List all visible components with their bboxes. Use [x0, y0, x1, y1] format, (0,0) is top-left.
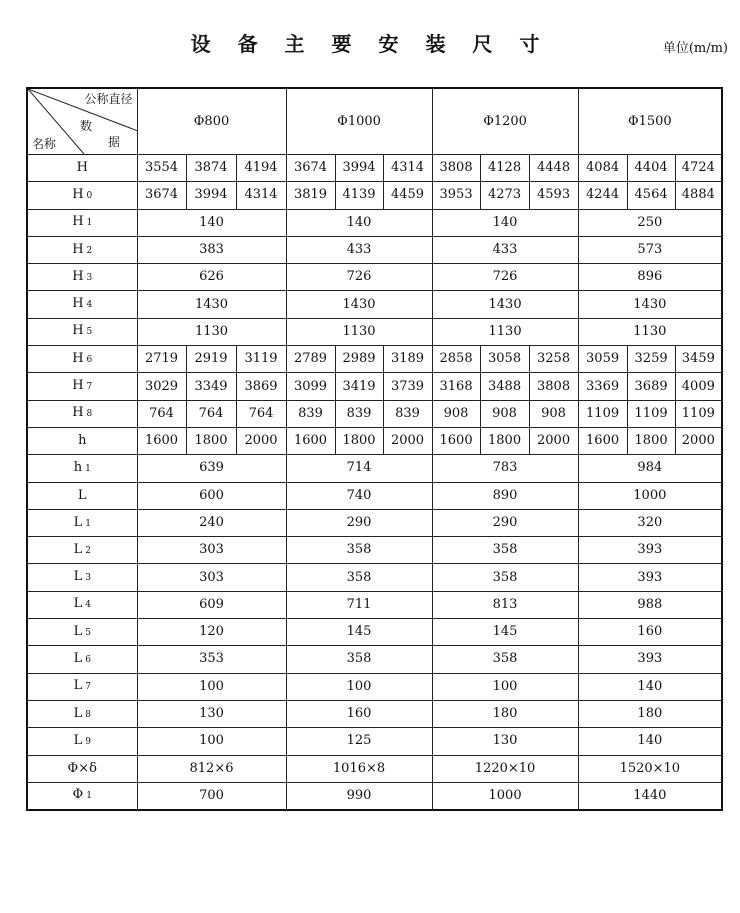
value-cell: 988 — [578, 591, 722, 618]
row-label-base: H — [72, 350, 84, 366]
table-row — [27, 155, 722, 182]
row-label — [27, 427, 137, 454]
value-cell: 358 — [432, 646, 578, 673]
row-label-base: H — [72, 186, 84, 202]
table-row — [27, 182, 722, 209]
row-label-subscript: 5 — [86, 327, 93, 338]
value-cell: 4084 — [578, 155, 627, 182]
row-label — [27, 209, 137, 236]
value-cell: 140 — [137, 209, 286, 236]
value-cell: 320 — [578, 509, 722, 536]
corner-label-name: 名称 — [32, 137, 57, 151]
value-cell: 358 — [286, 646, 432, 673]
value-cell: 2858 — [432, 346, 480, 373]
value-cell: 140 — [432, 209, 578, 236]
table-row — [27, 455, 722, 482]
value-cell: 358 — [432, 564, 578, 591]
row-label-subscript: 4 — [86, 300, 93, 311]
row-label-base: H — [72, 241, 84, 257]
value-cell: 2000 — [236, 427, 286, 454]
value-cell: 358 — [432, 537, 578, 564]
row-label — [27, 673, 137, 700]
value-cell: 2719 — [137, 346, 186, 373]
row-label-subscript: 2 — [86, 245, 93, 256]
row-label — [27, 264, 137, 291]
value-cell: 3808 — [432, 155, 480, 182]
value-cell: 573 — [578, 236, 722, 263]
row-label-base: L — [73, 732, 83, 748]
value-cell: 180 — [432, 700, 578, 727]
value-cell: 290 — [432, 509, 578, 536]
corner-label-diameter: 公称直径 — [84, 92, 133, 106]
value-cell: 3739 — [383, 373, 432, 400]
table-row — [27, 291, 722, 318]
row-label-subscript: 1 — [86, 791, 92, 802]
value-cell: 145 — [286, 619, 432, 646]
value-cell: 1440 — [578, 782, 722, 810]
value-cell: 4724 — [675, 155, 722, 182]
value-cell: 3554 — [137, 155, 186, 182]
table-row — [27, 755, 722, 782]
value-cell: 4593 — [529, 182, 578, 209]
value-cell: 4314 — [236, 182, 286, 209]
unit-label: 单位(m/m) — [662, 41, 728, 56]
row-label-base: L — [73, 650, 83, 666]
row-label — [27, 619, 137, 646]
value-cell: 908 — [432, 400, 480, 427]
table-row — [27, 509, 722, 536]
table-row — [27, 700, 722, 727]
row-label-base: L — [73, 705, 83, 721]
value-cell: 4194 — [236, 155, 286, 182]
value-cell: 3189 — [383, 346, 432, 373]
value-cell: 726 — [432, 264, 578, 291]
row-label-base: H — [72, 405, 84, 421]
value-cell: 433 — [432, 236, 578, 263]
value-cell: 600 — [137, 482, 286, 509]
value-cell: 433 — [286, 236, 432, 263]
value-cell: 1220×10 — [432, 755, 578, 782]
value-cell: 740 — [286, 482, 432, 509]
value-cell: 3058 — [480, 346, 529, 373]
row-label-subscript: 6 — [86, 354, 93, 365]
row-label — [27, 182, 137, 209]
row-label-subscript: 1 — [85, 518, 91, 529]
value-cell: 130 — [432, 728, 578, 755]
value-cell: 290 — [286, 509, 432, 536]
row-label-subscript: 4 — [85, 600, 91, 611]
value-cell: 4009 — [675, 373, 722, 400]
value-cell: 393 — [578, 646, 722, 673]
row-label-subscript: 1 — [85, 463, 91, 474]
value-cell: 2000 — [383, 427, 432, 454]
row-label-base: L — [73, 541, 83, 557]
value-cell: 393 — [578, 537, 722, 564]
value-cell: 2000 — [675, 427, 722, 454]
table-row — [27, 400, 722, 427]
value-cell: 812×6 — [137, 755, 286, 782]
value-cell: 2919 — [186, 346, 236, 373]
value-cell: 4404 — [627, 155, 675, 182]
value-cell: 1800 — [480, 427, 529, 454]
value-cell: 120 — [137, 619, 286, 646]
value-cell: 890 — [432, 482, 578, 509]
row-label — [27, 373, 137, 400]
row-label — [27, 346, 137, 373]
row-label-subscript: 2 — [85, 545, 91, 556]
value-cell: 990 — [286, 782, 432, 810]
table-row — [27, 673, 722, 700]
row-label-subscript: 7 — [86, 382, 93, 393]
value-cell: 160 — [286, 700, 432, 727]
value-cell: 240 — [137, 509, 286, 536]
diameter-header: Φ1200 — [432, 88, 578, 155]
table-row — [27, 537, 722, 564]
diameter-header: Φ800 — [137, 88, 286, 155]
value-cell: 764 — [236, 400, 286, 427]
table-row — [27, 346, 722, 373]
row-label-base: H — [72, 214, 84, 230]
dimensions-table — [26, 87, 723, 811]
value-cell: 908 — [529, 400, 578, 427]
value-cell: 358 — [286, 537, 432, 564]
value-cell: 1109 — [578, 400, 627, 427]
value-cell: 3808 — [529, 373, 578, 400]
row-label — [27, 291, 137, 318]
value-cell: 3168 — [432, 373, 480, 400]
table-row — [27, 482, 722, 509]
value-cell: 3953 — [432, 182, 480, 209]
value-cell: 4314 — [383, 155, 432, 182]
value-cell: 160 — [578, 619, 722, 646]
value-cell: 3459 — [675, 346, 722, 373]
value-cell: 250 — [578, 209, 722, 236]
value-cell: 358 — [286, 564, 432, 591]
value-cell: 2789 — [286, 346, 335, 373]
value-cell: 383 — [137, 236, 286, 263]
row-label-subscript: 3 — [85, 573, 91, 584]
value-cell: 140 — [286, 209, 432, 236]
row-label — [27, 700, 137, 727]
value-cell: 1600 — [137, 427, 186, 454]
row-label-subscript: 7 — [85, 682, 91, 693]
value-cell: 3059 — [578, 346, 627, 373]
value-cell: 3369 — [578, 373, 627, 400]
row-label — [27, 646, 137, 673]
value-cell: 3419 — [335, 373, 383, 400]
row-label — [27, 318, 137, 345]
value-cell: 180 — [578, 700, 722, 727]
row-label-base: Φ×δ — [67, 760, 97, 776]
value-cell: 839 — [383, 400, 432, 427]
row-label-base: H — [72, 323, 84, 339]
value-cell: 711 — [286, 591, 432, 618]
row-label-base: h — [73, 459, 83, 475]
row-label — [27, 537, 137, 564]
row-label-base: H — [76, 160, 88, 176]
value-cell: 3674 — [286, 155, 335, 182]
table-row — [27, 646, 722, 673]
row-label-subscript: 3 — [86, 272, 93, 283]
value-cell: 100 — [137, 728, 286, 755]
value-cell: 1430 — [286, 291, 432, 318]
table-row — [27, 236, 722, 263]
value-cell: 3689 — [627, 373, 675, 400]
value-cell: 3488 — [480, 373, 529, 400]
value-cell: 1800 — [335, 427, 383, 454]
table-row — [27, 209, 722, 236]
row-label-base: H — [72, 378, 84, 394]
value-cell: 4448 — [529, 155, 578, 182]
value-cell: 4128 — [480, 155, 529, 182]
value-cell: 984 — [578, 455, 722, 482]
row-label — [27, 236, 137, 263]
value-cell: 303 — [137, 537, 286, 564]
value-cell: 3994 — [186, 182, 236, 209]
value-cell: 3994 — [335, 155, 383, 182]
value-cell: 140 — [578, 728, 722, 755]
value-cell: 100 — [137, 673, 286, 700]
value-cell: 1520×10 — [578, 755, 722, 782]
value-cell: 1430 — [432, 291, 578, 318]
value-cell: 1430 — [578, 291, 722, 318]
table-row — [27, 591, 722, 618]
value-cell: 4884 — [675, 182, 722, 209]
value-cell: 714 — [286, 455, 432, 482]
row-label-base: H — [72, 296, 84, 312]
diameter-header: Φ1500 — [578, 88, 722, 155]
row-label — [27, 482, 137, 509]
value-cell: 626 — [137, 264, 286, 291]
row-label-subscript: 1 — [86, 218, 93, 229]
row-label-base: L — [73, 596, 83, 612]
value-cell: 1130 — [432, 318, 578, 345]
table-row — [27, 427, 722, 454]
value-cell: 1109 — [627, 400, 675, 427]
value-cell: 896 — [578, 264, 722, 291]
value-cell: 3349 — [186, 373, 236, 400]
value-cell: 100 — [286, 673, 432, 700]
value-cell: 3259 — [627, 346, 675, 373]
table-row — [27, 782, 722, 810]
value-cell: 1016×8 — [286, 755, 432, 782]
value-cell: 1130 — [578, 318, 722, 345]
value-cell: 764 — [137, 400, 186, 427]
row-label-base: L — [73, 569, 83, 585]
value-cell: 3029 — [137, 373, 186, 400]
value-cell: 700 — [137, 782, 286, 810]
row-label — [27, 455, 137, 482]
row-label — [27, 564, 137, 591]
value-cell: 3674 — [137, 182, 186, 209]
row-label-base: L — [73, 623, 83, 639]
row-label — [27, 728, 137, 755]
value-cell: 3874 — [186, 155, 236, 182]
value-cell: 140 — [578, 673, 722, 700]
value-cell: 609 — [137, 591, 286, 618]
page-title: 设 备 主 要 安 装 尺 寸 — [190, 32, 550, 56]
row-label — [27, 155, 137, 182]
value-cell: 908 — [480, 400, 529, 427]
table-row — [27, 318, 722, 345]
value-cell: 1000 — [432, 782, 578, 810]
value-cell: 3819 — [286, 182, 335, 209]
row-label — [27, 755, 137, 782]
row-label-base: L — [73, 514, 83, 530]
value-cell: 3258 — [529, 346, 578, 373]
table-row — [27, 619, 722, 646]
value-cell: 726 — [286, 264, 432, 291]
value-cell: 1130 — [137, 318, 286, 345]
value-cell: 1430 — [137, 291, 286, 318]
corner-label-data-2: 据 — [108, 135, 121, 149]
row-label-base: h — [78, 433, 87, 449]
row-label-subscript: 9 — [85, 736, 91, 747]
value-cell: 639 — [137, 455, 286, 482]
value-cell: 125 — [286, 728, 432, 755]
value-cell: 303 — [137, 564, 286, 591]
row-label-base: L — [73, 678, 83, 694]
value-cell: 1600 — [286, 427, 335, 454]
table-row — [27, 373, 722, 400]
value-cell: 839 — [335, 400, 383, 427]
value-cell: 1600 — [432, 427, 480, 454]
row-label-base: L — [77, 487, 87, 503]
value-cell: 4564 — [627, 182, 675, 209]
value-cell: 839 — [286, 400, 335, 427]
header-row — [27, 88, 722, 155]
value-cell: 4273 — [480, 182, 529, 209]
row-label-subscript: 8 — [85, 709, 91, 720]
value-cell: 393 — [578, 564, 722, 591]
value-cell: 1000 — [578, 482, 722, 509]
value-cell: 145 — [432, 619, 578, 646]
value-cell: 1109 — [675, 400, 722, 427]
value-cell: 2989 — [335, 346, 383, 373]
row-label — [27, 509, 137, 536]
value-cell: 4244 — [578, 182, 627, 209]
row-label-subscript: 5 — [85, 627, 91, 638]
value-cell: 353 — [137, 646, 286, 673]
row-label-subscript: 0 — [86, 190, 93, 201]
value-cell: 100 — [432, 673, 578, 700]
value-cell: 1800 — [627, 427, 675, 454]
row-label — [27, 782, 137, 810]
row-label-base: H — [72, 268, 84, 284]
row-label-subscript: 6 — [85, 654, 91, 665]
value-cell: 764 — [186, 400, 236, 427]
table-row — [27, 564, 722, 591]
value-cell: 4139 — [335, 182, 383, 209]
diameter-header: Φ1000 — [286, 88, 432, 155]
value-cell: 4459 — [383, 182, 432, 209]
corner-header-cell — [27, 88, 137, 155]
row-label-base: Φ — [72, 787, 84, 803]
value-cell: 2000 — [529, 427, 578, 454]
value-cell: 1600 — [578, 427, 627, 454]
value-cell: 813 — [432, 591, 578, 618]
row-label-subscript: 8 — [86, 409, 93, 420]
table-row — [27, 264, 722, 291]
value-cell: 3099 — [286, 373, 335, 400]
value-cell: 783 — [432, 455, 578, 482]
value-cell: 130 — [137, 700, 286, 727]
value-cell: 3119 — [236, 346, 286, 373]
table-row — [27, 728, 722, 755]
row-label — [27, 591, 137, 618]
value-cell: 3869 — [236, 373, 286, 400]
value-cell: 1130 — [286, 318, 432, 345]
corner-label-data: 数 — [80, 119, 93, 133]
value-cell: 1800 — [186, 427, 236, 454]
row-label — [27, 400, 137, 427]
